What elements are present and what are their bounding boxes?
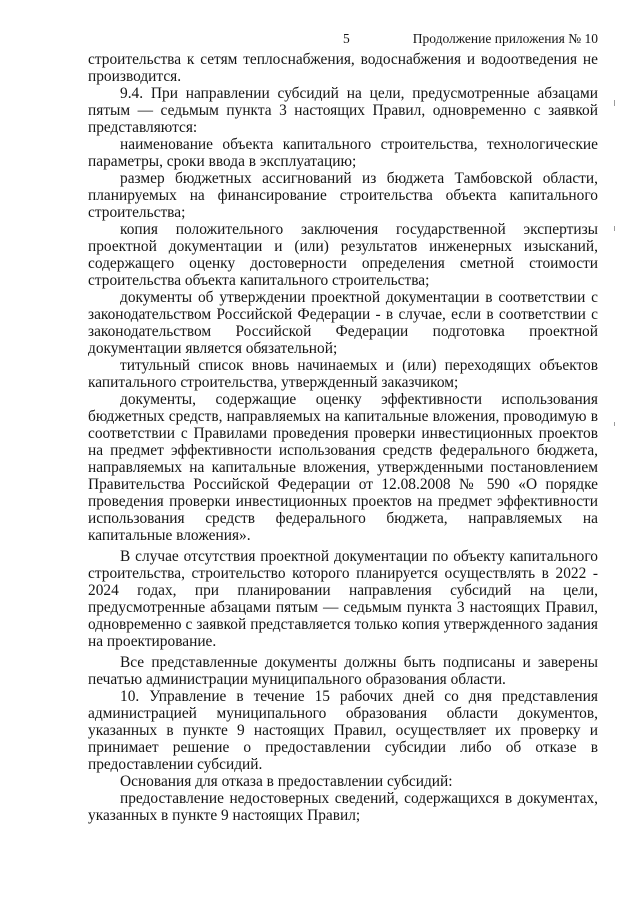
paragraph-signatures: Все представленные документы должны быть подписаны и заверены печатью администрации муниципального образования области.	[88, 654, 598, 688]
page-number: 5	[343, 31, 350, 46]
paragraph-10: 10. Управление в течение 15 рабочих дней со дня представления администрацией муниципального образования области документов, указанных в пункте 9 настоящих Правил, осуществляет их проверку и принимает решение о предоставлении субсидии либо об отказе в предоставлении субсидий.	[88, 688, 598, 773]
paragraph-budget-allocation: размер бюджетных ассигнований из бюджета Тамбовской области, планируемых на финансирование строительства объекта капитального строительства;	[88, 170, 598, 221]
paragraph-expertise-copy: копия положительного заключения государственной экспертизы проектной документации и (или) результатов инженерных изысканий, содержащего оценку достоверности определения сметной стоимости строительства объекта капитального строительства;	[88, 221, 598, 289]
document-body	[88, 51, 598, 824]
paragraph-no-design: В случае отсутствия проектной документации по объекту капитального строительства, строительство которого планируется осуществлять в 2022 - 2024 годах, при планировании направления субсидий на цели, предусмотренные абзацами пятым — седьмым пункта 3 настоящих Правил, одновременно с заявкой представляется только копия утвержденного задания на проектирование.	[88, 548, 598, 650]
paragraph-title-list: титульный список вновь начинаемых и (или) переходящих объектов капитального строительства, утвержденный заказчиком;	[88, 357, 598, 391]
scan-artifact	[614, 100, 615, 106]
header-note: Продолжение приложения № 10	[412, 31, 598, 46]
scan-artifact	[614, 226, 615, 231]
paragraph-continuation: строительства к сетям теплоснабжения, водоснабжения и водоотведения не производится.	[88, 51, 598, 85]
paragraph-object-name: наименование объекта капитального строительства, технологические параметры, сроки ввода в эксплуатацию;	[88, 136, 598, 170]
paragraph-design-approval: документы об утверждении проектной документации в соответствии с законодательством Российской Федерации - в случае, если в соответствии с законодательством Российской Федерации подготовка проектной документации является обязательной;	[88, 289, 598, 357]
scan-artifact	[614, 422, 615, 426]
paragraph-false-info: предоставление недостоверных сведений, содержащихся в документах, указанных в пункте 9 настоящих Правил;	[88, 790, 598, 824]
paragraph-refusal-grounds: Основания для отказа в предоставлении субсидий:	[120, 773, 453, 790]
paragraph-efficiency-docs: документы, содержащие оценку эффективности использования бюджетных средств, направляемых на капитальные вложения, проводимую в соответствии с Правилами проведения проверки инвестиционных проектов на предмет эффективности использования средств федерального бюджета, направляемых на капитальные вложения, утвержденными постановлением Правительства Российской Федерации от 12.08.2008 № 590 «О порядке проведения проверки инвестиционных проектов на предмет эффективности использования средств федерального бюджета, направляемых на капитальные вложения».	[88, 391, 598, 544]
paragraph-9-4: 9.4. При направлении субсидий на цели, предусмотренные абзацами пятым — седьмым пункта 3 настоящих Правил, одновременно с заявкой представляются:	[88, 85, 598, 136]
